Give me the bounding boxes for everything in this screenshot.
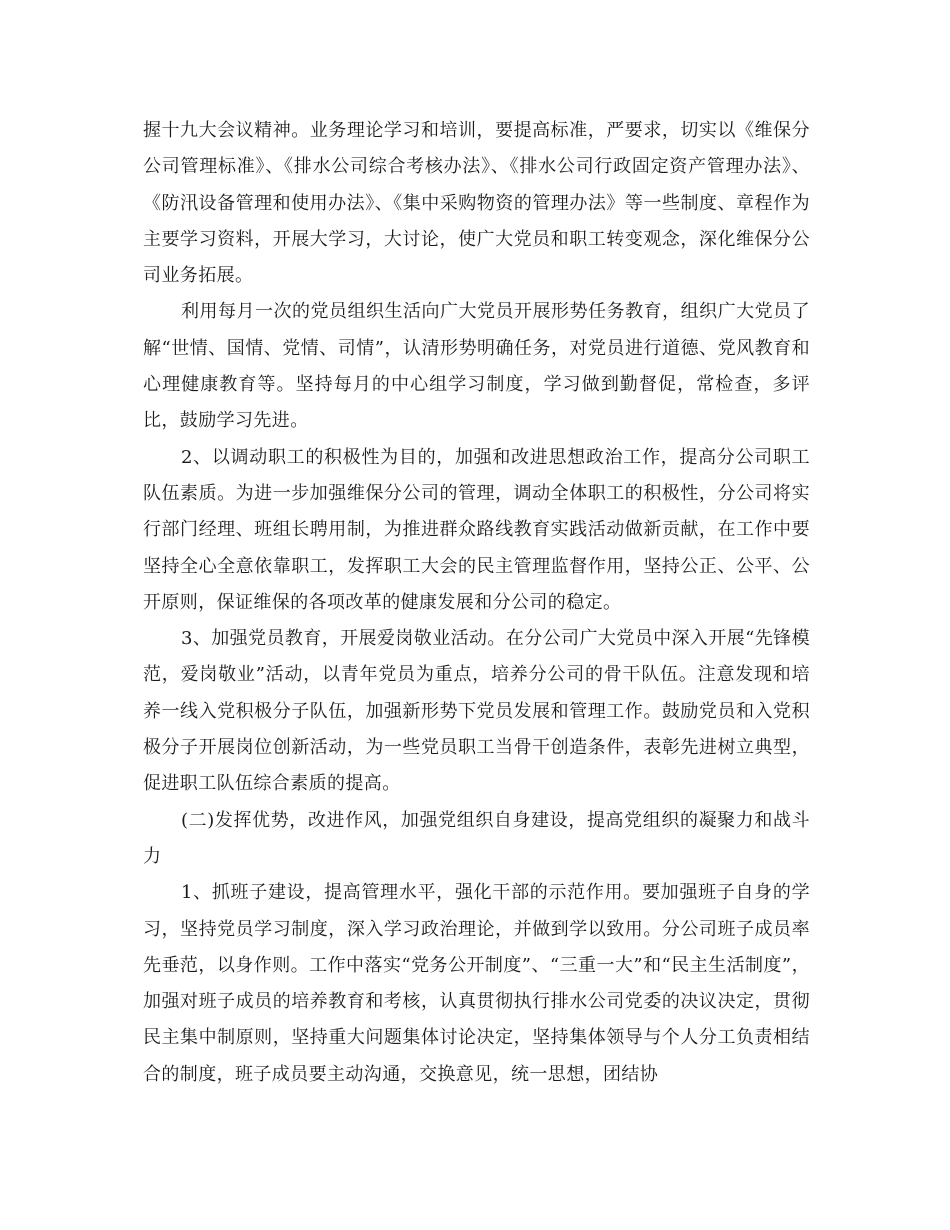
paragraph-item-3: 3、加强党员教育，开展爱岗敬业活动。在分公司广大党员中深入开展“先锋模范，爱岗敬业”活动，以青年党员为重点，培养分公司的骨干队伍。注意发现和培养一线入党积极分子队伍，加强新形势下党员发展和管理工作。鼓励党员和入党积极分子开展岗位创新活动，为一些党员职工当骨干创造条件，表彰先进树立典型，促进职工队伍综合素质的提高。 [143,628,810,795]
paragraph-party-education: 利用每月一次的党员组织生活向广大党员开展形势任务教育，组织广大党员了解“世情、国情、党情、司情”，认清形势明确任务，对党员进行道德、党风教育和心理健康教育等。坚持每月的中心组学习制度，学习做到勤督促，常检查，多评比，鼓励学习先进。 [143,301,810,432]
paragraph-item-1-leadership: 1、抓班子建设，提高管理水平，强化干部的示范作用。要加强班子自身的学习，坚持党员学习制度，深入学习政治理论，并做到学以致用。分公司班子成员率先垂范，以身作则。工作中落实“党务公开制度”、“三重一大”和“民主生活制度”，加强对班子成员的培养教育和考核，认真贯彻执行排水公司党委的决议决定，贯彻民主集中制原则，坚持重大问题集体讨论决定，坚持集体领导与个人分工负责相结合的制度，班子成员要主动沟通，交换意见，统一思想，团结协 [143,882,810,1085]
paragraph-continuation: 握十九大会议精神。业务理论学习和培训，要提高标准，严要求，切实以《维保分公司管理标准》、《排水公司综合考核办法》、《排水公司行政固定资产管理办法》、《防汛设备管理和使用办法》、《集中采购物资的管理办法》等一些制度、章程作为主要学习资料，开展大学习，大讨论，使广大党员和职工转变观念，深化维保分公司业务拓展。 [143,120,810,287]
section-heading-2: (二)发挥优势，改进作风，加强党组织自身建设，提高党组织的凝聚力和战斗力 [143,809,810,867]
document-body [143,113,810,1093]
paragraph-item-2: 2、以调动职工的积极性为目的，加强和改进思想政治工作，提高分公司职工队伍素质。为进一步加强维保分公司的管理，调动全体职工的积极性，分公司将实行部门经理、班组长聘用制，为推进群众路线教育实践活动做新贡献，在工作中要坚持全心全意依靠职工，发挥职工大会的民主管理监督作用，坚持公正、公平、公开原则，保证维保的各项改革的健康发展和分公司的稳定。 [143,446,810,613]
